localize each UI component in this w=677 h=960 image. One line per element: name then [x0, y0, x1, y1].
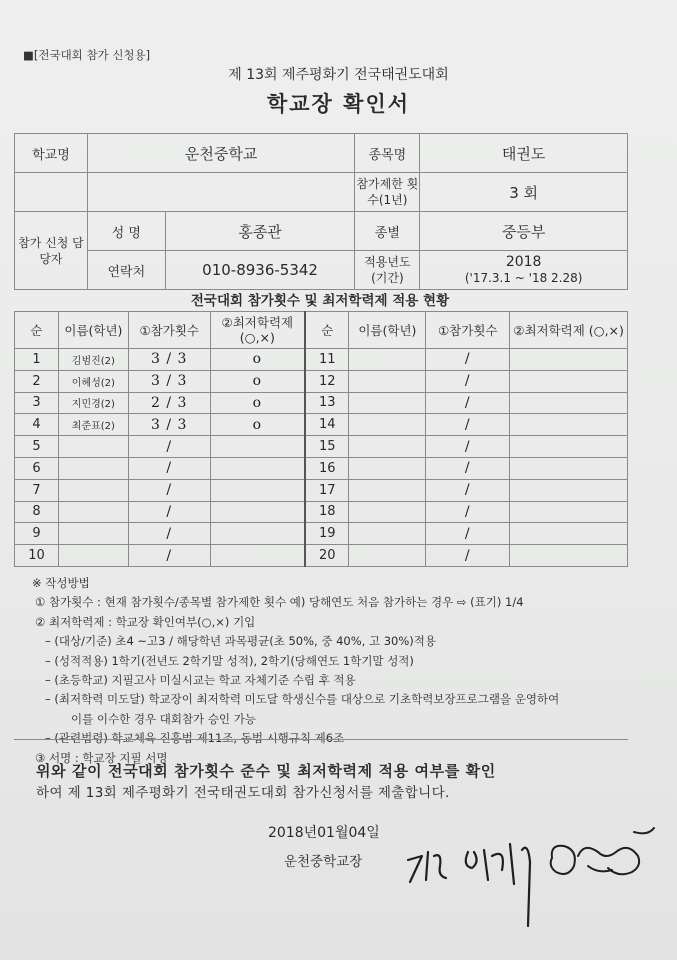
- row-number: 14: [305, 414, 349, 436]
- note-2b: – (성적적용) 1학기(전년도 2학기말 성적), 2학기(당해연도 1학기말 성적): [45, 653, 414, 668]
- student-name: [58, 457, 128, 479]
- min-academic-check: [210, 523, 305, 545]
- row-number: 8: [15, 501, 59, 523]
- principal-signature: [402, 822, 662, 932]
- year-value: 2018: [505, 254, 542, 270]
- contact-label: 연락처: [87, 251, 165, 290]
- student-name: 최준표(2): [58, 414, 128, 436]
- note-2d: – (최저학력 미도달) 학교장이 최저학력 미도달 학생신수를 대상으로 기초학력보장프로그램을 운영하여: [45, 692, 560, 707]
- student-name: [58, 523, 128, 545]
- status-section-title: 전국대회 참가횟수 및 최저학력제 적용 현황: [190, 293, 450, 309]
- min-academic-check: [510, 392, 628, 414]
- col-no-2: 순: [305, 312, 349, 349]
- participation-count: /: [128, 501, 210, 523]
- student-name: [349, 414, 426, 436]
- participation-count: /: [426, 501, 510, 523]
- participation-count: /: [426, 349, 510, 371]
- year-label: 적용년도 (기간): [355, 251, 420, 290]
- row-number: 17: [305, 479, 349, 501]
- student-name: 지민경(2): [58, 392, 128, 414]
- min-academic-check: [510, 349, 628, 371]
- row-number: 16: [305, 457, 349, 479]
- student-name: [349, 479, 426, 501]
- row-number: 15: [305, 436, 349, 458]
- min-academic-check: [210, 457, 305, 479]
- status-header-row: [15, 312, 628, 349]
- competition-name: 제 13회 제주평화기 전국태권도대회: [228, 67, 449, 83]
- row-number: 2: [15, 370, 59, 392]
- row-number: 7: [15, 479, 59, 501]
- row-number: 6: [15, 457, 59, 479]
- min-academic-check: o: [210, 414, 305, 436]
- student-name: [58, 436, 128, 458]
- school-info-table: [14, 133, 628, 290]
- principal-title: 운천중학교장: [284, 854, 363, 870]
- note-1: ① 참가횟수 : 현재 참가횟수/종목별 참가제한 횟수 예) 당해연도 처음 참가하는 경우 ⇨ (표기) 1/4: [35, 595, 524, 610]
- student-name: [349, 523, 426, 545]
- min-academic-check: [510, 545, 628, 567]
- status-row: [15, 414, 628, 436]
- document-title: 학교장 확인서: [266, 92, 411, 116]
- min-academic-check: o: [210, 349, 305, 371]
- status-body: [15, 349, 628, 567]
- category-label: 종별: [355, 212, 420, 251]
- student-name: [349, 392, 426, 414]
- student-name: 김범진(2): [58, 349, 128, 371]
- participation-count: /: [128, 436, 210, 458]
- period-value: ('17.3.1 ~ '18 2.28): [464, 271, 583, 285]
- min-academic-check: [510, 523, 628, 545]
- confirmation-line-2: 하여 제 13회 제주평화기 전국태권도대회 참가신청서를 제출합니다.: [36, 785, 450, 801]
- instructions-heading: ※ 작성방법: [32, 576, 90, 590]
- status-row: [15, 479, 628, 501]
- school-label: 학교명: [15, 134, 88, 173]
- note-2e: – (관련법령) 학교체육 진흥법 제11조, 동법 시행규칙 제6조: [45, 731, 345, 746]
- student-name: [349, 457, 426, 479]
- participation-count: /: [426, 392, 510, 414]
- row-number: 18: [305, 501, 349, 523]
- row-number: 5: [15, 436, 59, 458]
- status-row: [15, 370, 628, 392]
- school-value: 운천중학교: [87, 134, 355, 173]
- student-name: [58, 545, 128, 567]
- name-label: 성 명: [87, 212, 165, 251]
- contact-value: 010-8936-5342: [165, 251, 355, 290]
- row-number: 10: [15, 545, 59, 567]
- min-academic-check: [510, 436, 628, 458]
- participation-count: /: [426, 457, 510, 479]
- participation-count: 3 / 3: [128, 349, 210, 371]
- student-name: [349, 501, 426, 523]
- participation-count: /: [426, 545, 510, 567]
- student-name: [349, 370, 426, 392]
- participation-count: /: [128, 479, 210, 501]
- col-no: 순: [15, 312, 59, 349]
- participation-count: /: [128, 457, 210, 479]
- row-number: 12: [305, 370, 349, 392]
- col-min-2: ②최저학력제 (○,×): [510, 312, 628, 349]
- name-value: 홍종관: [165, 212, 355, 251]
- note-3: ③ 서명 : 학교장 지필 서명: [35, 750, 168, 765]
- limit-value: 3 회: [420, 173, 628, 212]
- row-number: 9: [15, 523, 59, 545]
- note-2d-cont: 이를 이수한 경우 대회참가 승인 가능: [71, 711, 256, 726]
- document-date: 2018년01월04일: [268, 825, 380, 841]
- manager-label: 참가 신청 담당자: [15, 212, 88, 290]
- row-number: 11: [305, 349, 349, 371]
- participation-count: /: [426, 523, 510, 545]
- min-academic-check: o: [210, 392, 305, 414]
- participation-count: 2 / 3: [128, 392, 210, 414]
- student-name: [58, 501, 128, 523]
- student-name: [349, 349, 426, 371]
- participation-count: 3 / 3: [128, 370, 210, 392]
- year-cell: [420, 251, 628, 290]
- min-academic-check: [210, 501, 305, 523]
- participation-count: /: [426, 436, 510, 458]
- note-2a: – (대상/기준) 초4 ~고3 / 해당학년 과목평균(초 50%, 중 40%, 고 30%)적용: [45, 634, 436, 649]
- student-name: [349, 436, 426, 458]
- status-row: [15, 501, 628, 523]
- student-name: 이혜성(2): [58, 370, 128, 392]
- participation-count: /: [128, 545, 210, 567]
- min-academic-check: [510, 501, 628, 523]
- participation-count: /: [426, 414, 510, 436]
- min-academic-check: [510, 370, 628, 392]
- min-academic-check: [510, 414, 628, 436]
- limit-label: 참가제한 횟수(1년): [355, 173, 420, 212]
- note-2c: – (초등학교) 지필고사 미실시교는 학교 자체기준 수립 후 적용: [45, 673, 356, 688]
- form-tag: ■[전국대회 참가 신청용]: [23, 48, 151, 62]
- min-academic-check: [510, 457, 628, 479]
- divider: [14, 739, 628, 740]
- participation-status-table: [14, 311, 628, 567]
- status-row: [15, 392, 628, 414]
- row-number: 3: [15, 392, 59, 414]
- min-academic-check: o: [210, 370, 305, 392]
- category-value: 중등부: [420, 212, 628, 251]
- participation-count: /: [426, 479, 510, 501]
- event-value: 태권도: [420, 134, 628, 173]
- min-academic-check: [510, 479, 628, 501]
- student-name: [349, 545, 426, 567]
- row-number: 20: [305, 545, 349, 567]
- status-row: [15, 457, 628, 479]
- min-academic-check: [210, 545, 305, 567]
- min-academic-check: [210, 436, 305, 458]
- row-number: 19: [305, 523, 349, 545]
- student-name: [58, 479, 128, 501]
- status-row: [15, 545, 628, 567]
- col-count: ①참가횟수: [128, 312, 210, 349]
- status-row: [15, 523, 628, 545]
- col-count-2: ①참가횟수: [426, 312, 510, 349]
- event-label: 종목명: [355, 134, 420, 173]
- row-number: 4: [15, 414, 59, 436]
- note-2: ② 최저학력제 : 학교장 확인여부(○,×) 기입: [35, 614, 256, 629]
- status-row: [15, 349, 628, 371]
- participation-count: /: [128, 523, 210, 545]
- col-min: ②최저학력제 (○,×): [210, 312, 305, 349]
- participation-count: 3 / 3: [128, 414, 210, 436]
- min-academic-check: [210, 479, 305, 501]
- status-row: [15, 436, 628, 458]
- row-number: 13: [305, 392, 349, 414]
- confirmation-line-1: 위와 같이 전국대회 참가횟수 준수 및 최저학력제 적용 여부를 확인: [36, 762, 496, 780]
- col-name: 이름(학년): [58, 312, 128, 349]
- row-number: 1: [15, 349, 59, 371]
- col-name-2: 이름(학년): [349, 312, 426, 349]
- participation-count: /: [426, 370, 510, 392]
